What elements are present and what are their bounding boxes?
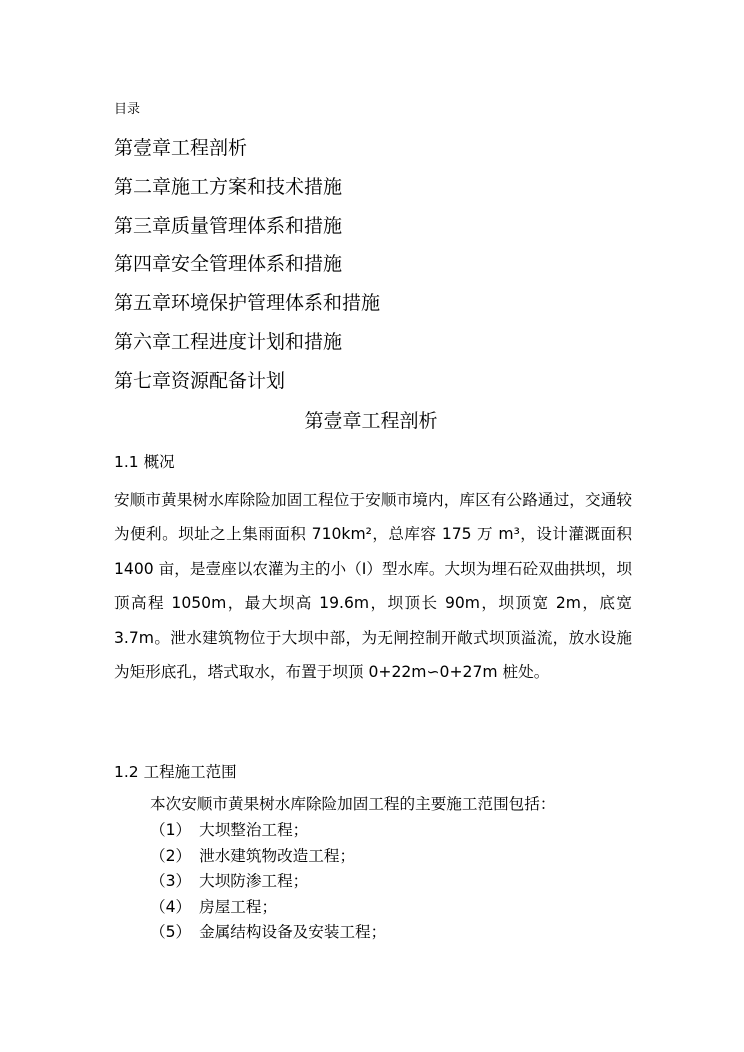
scope-list [150, 818, 386, 946]
list-item [150, 920, 386, 946]
list-item-text: 金属结构设备及安装工程； [199, 923, 387, 942]
toc-item-chapter-5[interactable]: 第五章环境保护管理体系和措施 [114, 292, 381, 315]
toc-item-chapter-2[interactable]: 第二章施工方案和技术措施 [114, 175, 343, 198]
table-of-contents [114, 135, 380, 407]
list-item-number: （4） [150, 897, 192, 916]
list-item-number: （1） [150, 821, 192, 839]
scope-intro: 本次安顺市黄果树水库除险加固工程的主要施工范围包括： [150, 795, 556, 813]
toc-item-chapter-1[interactable]: 第壹章工程剖析 [114, 137, 248, 159]
list-item-text: 房屋工程； [199, 897, 278, 916]
toc-item-chapter-7[interactable]: 第七章资源配备计划 [114, 369, 286, 392]
toc-item-chapter-3[interactable]: 第三章质量管理体系和措施 [114, 214, 343, 237]
list-item [150, 844, 386, 870]
toc-label: 目录 [114, 101, 141, 116]
list-item-number: （5） [150, 923, 192, 942]
list-item-text: 大坝防渗工程； [199, 872, 309, 891]
toc-item-chapter-4[interactable]: 第四章安全管理体系和措施 [114, 253, 343, 276]
section-heading-overview: 1.1 概况 [114, 453, 175, 471]
list-item-number: （2） [150, 846, 192, 865]
list-item [150, 818, 386, 844]
overview-paragraph: 安顺市黄果树水库除险加固工程位于安顺市境内，库区有公路通过，交通较为便利。坝址之上集雨面积 710km²，总库容 175 万 m³，设计灌溉面积 1400 亩，是壹座以农灌为主的小（Ⅰ）型水库。大坝为埋石砼双曲拱坝，坝顶高程 1050m，最大坝高 19.6m，坝顶长 90m，坝顶宽 2m，底宽 3.7m。泄水建筑物位于大坝中部，为无闸控制开敞式坝顶溢流，放水设施为矩形底孔，塔式取水，布置于坝顶 0+22m∽0+27m 桩处。 [114, 491, 632, 682]
list-item [150, 895, 386, 921]
list-item-text: 泄水建筑物改造工程； [199, 846, 356, 865]
list-item-number: （3） [150, 872, 192, 891]
toc-item-chapter-6[interactable]: 第六章工程进度计划和措施 [114, 330, 343, 353]
list-item [150, 869, 386, 895]
list-item-text: 大坝整治工程； [199, 821, 309, 839]
section-heading-scope: 1.2 工程施工范围 [114, 763, 237, 781]
chapter-title: 第壹章工程剖析 [304, 410, 438, 432]
